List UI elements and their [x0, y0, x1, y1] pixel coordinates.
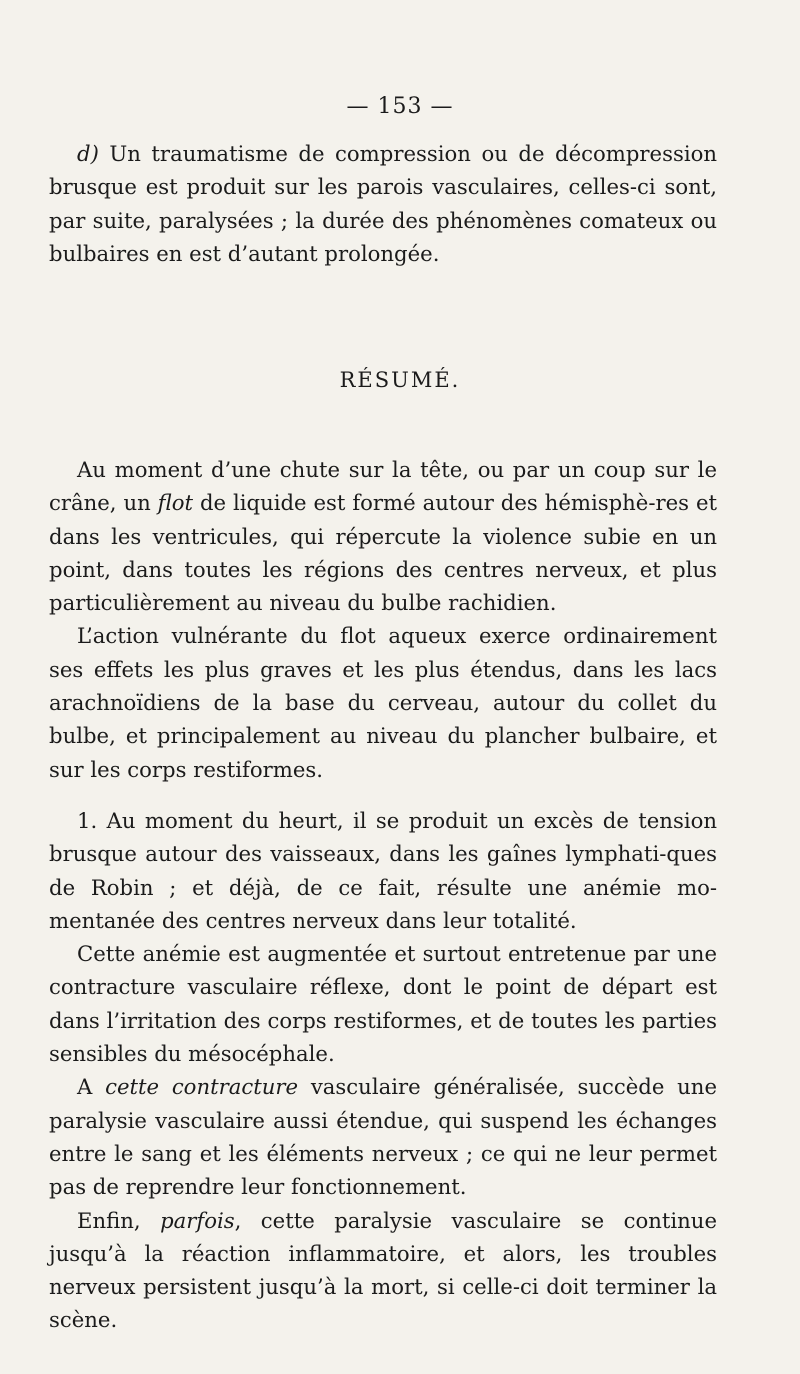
paragraph-1-text-a: Au moment d’une chute sur la tête, ou par un coup sur le crâne, un	[49, 457, 717, 516]
paragraph-d-text: Un traumatisme de compression ou de décompression brusque est produit sur les parois vasculaires, celles-ci sont, par suite, paralysées ; la durée des phénomènes comateux ou bulbaires en est d’autant prolongée.	[49, 141, 717, 266]
paragraph-3: 1. Au moment du heurt, il se produit un excès de tension brusque autour des vaisseaux, dans les gaînes lymphati-ques de Robin ; et déjà, de ce fait, résulte une anémie mo-mentanée des centres nerveux dans leur totalité.	[49, 807, 717, 933]
paragraph-4: Cette anémie est augmentée et surtout entretenue par une contracture vasculaire réflexe, dont le point de départ est dans l’irritation des corps restiformes, et de toutes les parties sensibles du mésocéphale.	[49, 941, 717, 1067]
summary-body	[49, 453, 717, 1337]
paragraph-5-emphasis: cette contracture	[105, 1074, 299, 1100]
paragraph-6-emphasis: parfois	[160, 1207, 235, 1233]
paragraph-6	[49, 1204, 717, 1337]
paragraph-5-text-b: vasculaire généralisée, succède une paralysie vasculaire aussi étendue, qui suspend les échanges entre le sang et les éléments nerveux ; ce qui ne leur permet pas de reprendre leur fonctionnement.	[49, 1074, 717, 1200]
paragraph-5-text-a: A	[77, 1074, 106, 1100]
paragraph-1-text-b: de liquide est formé autour des hémisphè-res et dans les ventricules, qui répercute la violence subie en un point, dans toutes les régions des centres nerveux, et plus particulièrement au niveau du bulbe rachidien.	[49, 490, 717, 616]
section-title: RÉSUMÉ.	[339, 368, 461, 392]
paragraph-1-emphasis: flot	[157, 490, 194, 516]
paragraph-6-text-a: Enfin,	[77, 1207, 161, 1233]
intro-paragraph	[49, 137, 717, 270]
page-number: — 153 —	[346, 94, 454, 119]
paragraph-5	[49, 1070, 717, 1203]
paragraph-1	[49, 453, 717, 619]
paragraph-6-text-b: , cette paralysie vasculaire se continue jusqu’à la réaction inflammatoire, et alors, les troubles nerveux persistent jusqu’à la mort, si celle-ci doit terminer la scène.	[49, 1207, 717, 1333]
item-letter: d)	[77, 141, 99, 166]
paragraph-d	[49, 137, 717, 270]
paragraph-2: L’action vulnérante du flot aqueux exerce ordinairement ses effets les plus graves et les plus étendus, dans les lacs arachnoïdiens de la base du cerveau, autour du collet du bulbe, et principalement au niveau du plancher bulbaire, et sur les corps restiformes.	[49, 623, 717, 782]
